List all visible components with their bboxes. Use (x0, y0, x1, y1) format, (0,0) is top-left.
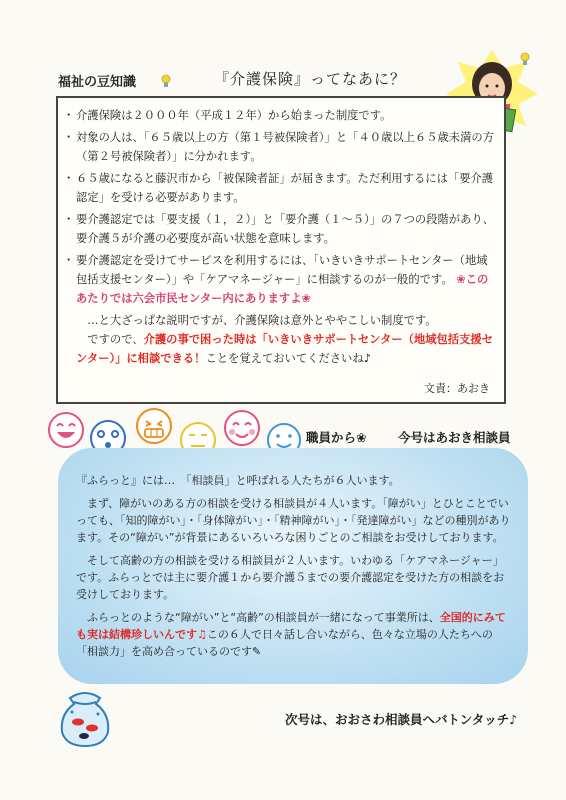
closing-pre: ですので、 (87, 333, 144, 346)
info-bullet: ・ 対象の人は、「６５歳以上の方（第１号被保険者）」と「４０歳以上６５歳未満の方（第２号被保険者）」に分かれます。 (76, 128, 494, 166)
closing-line-2 (76, 330, 494, 368)
panel-paragraph (76, 609, 514, 660)
lightbulb-icon (520, 52, 530, 66)
panel-highlight: 全国的にみても実は結構珍しいんです♫ (76, 611, 506, 641)
staff-topic: 今号はあおき相談員 (398, 430, 511, 445)
info-bullet-text: 要介護認定を受けてサービスを利用するには、「いきいきサポートセンター（地域包括支援センター）」や「ケアマネージャー」に相談するのが一般的です。 (76, 254, 488, 286)
staff-from-label: 職員から❀ (306, 430, 367, 445)
topic-label: 福祉の豆知識 (58, 75, 137, 90)
info-bullet: ・ 要介護認定では「要支援（１，２）」と「要介護（１〜５）」の７つの段階があり、要介護５が介護の必要度が高い状態を意味します。 (76, 210, 494, 248)
grinning-face-icon (137, 409, 171, 443)
panel-p4-pre: ふらっとのような“障がい”と“高齢”の相談員が一緒になって事業所は、 (87, 611, 440, 624)
info-bullet: ・ ６５歳になると藤沢市から「被保険者証」が届きます。ただ利用するには「要介護認定」を受ける必要があります。 (76, 169, 494, 207)
panel-p4-post: この６人で日々話し合いながら、色々な立場の人たちへの「相談力」を高め合っているのです✎ (76, 628, 493, 658)
closing-post: ことを覚えておいてくださいね♪ (205, 352, 371, 365)
author-credit: 文責：あおき (424, 382, 490, 395)
info-box (56, 96, 506, 404)
panel-paragraph: まず、障がいのある方の相談を受ける相談員が４人います。「障がい」とひとことでいっても、「知的障がい」・「身体障がい」・「精神障がい」・「発達障がい」などの種別があります。その“障がい”が背景にあるいろいろな困りごとのご相談をお受けしております。 (76, 497, 511, 544)
info-bullet (76, 251, 494, 308)
staff-message-panel (58, 448, 528, 684)
laughing-face-icon (49, 413, 83, 447)
blushing-face-icon (225, 411, 259, 445)
panel-paragraph: そして高齢の方の相談を受ける相談員が２人います。いわゆる「ケアマネージャー」です。ふらっとでは主に要介護１から要介護５までの要介護認定を受けた方の相談をお受けしております。 (76, 554, 505, 601)
closing-text (58, 311, 504, 368)
info-bullet-list (58, 98, 504, 308)
location-highlight: ❀このあたりでは六会市民センター内にありますよ❀ (76, 273, 489, 305)
closing-line-1: …と大ざっぱな説明ですが、介護保険は意外とややこしい制度です。 (87, 314, 437, 327)
lightbulb-icon (161, 74, 171, 88)
panel-paragraph: 『ふらっと』には… 「相談員」と呼ばれる人たちが６人います。 (76, 474, 400, 487)
info-bullet: ・ 介護保険は２０００年（平成１２年）から始まった制度です。 (76, 106, 494, 125)
page-title: 『介護保険』ってなあに？ (214, 70, 407, 88)
closing-highlight: 介護の事で困った時は「いきいきサポートセンター（地域包括支援センター）」に相談できる！ (76, 333, 493, 365)
fish-bag-illustration (48, 684, 122, 750)
next-issue-note: 次号は、おおさわ相談員へバトンタッチ♪ (285, 712, 518, 727)
